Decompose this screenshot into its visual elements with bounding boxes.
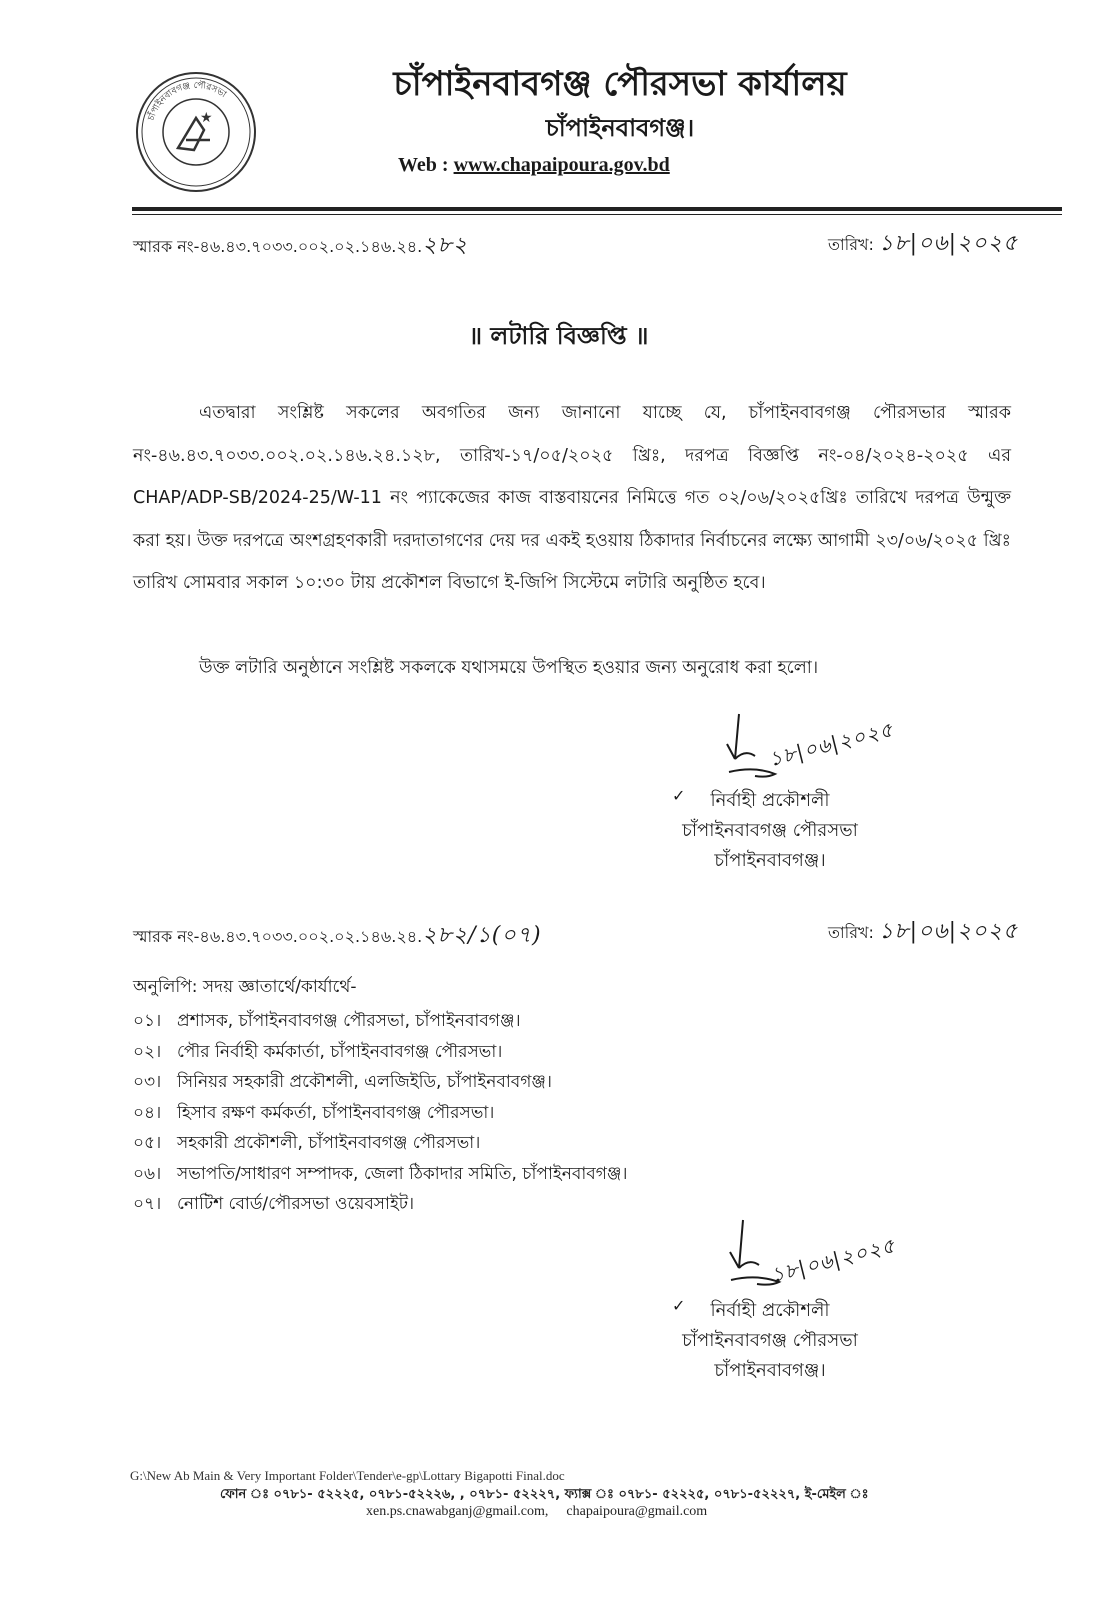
signatory-place: চাঁপাইনবাবগঞ্জ।: [714, 850, 826, 871]
list-item: [133, 1098, 627, 1129]
cc-item-number: ০৪।: [133, 1102, 162, 1123]
cc-item-text: সভাপতি/সাধারণ সম্পাদক, জেলা ঠিকাদার সমিতি, চাঁপাইনবাবগঞ্জ।: [177, 1163, 628, 1184]
list-item: [133, 1037, 627, 1068]
copy-memo-ref-handwritten: ২৮২/১(০৭): [422, 923, 542, 948]
copy-memo-date-label: তারিখ:: [828, 923, 874, 942]
memo-date-label: তারিখ:: [828, 235, 874, 254]
cc-item-number: ০৩।: [133, 1072, 162, 1092]
cc-item-text: সিনিয়র সহকারী প্রকৌশলী, এলজিইডি, চাঁপাইনবাবগঞ্জ।: [177, 1072, 553, 1092]
web-label: Web :: [398, 154, 449, 176]
header-rule-thin: [132, 214, 1062, 215]
footer-emails: [366, 1504, 707, 1520]
office-title: চাঁপাইনবাবগঞ্জ পৌরসভা কার্যালয়: [393, 64, 847, 104]
list-item: [133, 1189, 627, 1220]
cc-item-text: পৌর নির্বাহী কর্মকার্তা, চাঁপাইনবাবগঞ্জ পৌরসভা।: [177, 1041, 503, 1062]
signatory-designation: নির্বাহী প্রকৌশলী: [710, 790, 830, 811]
list-item: [133, 1067, 627, 1098]
signatory-office: চাঁপাইনবাবগঞ্জ পৌরসভা: [682, 820, 858, 841]
cc-item-number: ০৬।: [133, 1163, 162, 1184]
copy-memo-date-handwritten: ১৮|০৬|২০২৫: [879, 919, 1019, 944]
copy-signature-date-handwritten: ১৮|০৬|২০২৫: [768, 1233, 898, 1288]
cc-item-text: নোটিশ বোর্ড/পৌরসভা ওয়েবসাইট।: [177, 1194, 415, 1214]
copy-memo-date: [828, 914, 1018, 951]
list-item: [133, 1159, 627, 1190]
cc-title: অনুলিপি: সদয় জ্ঞাতার্থে/কার্যার্থে-: [133, 977, 357, 997]
cc-item-number: ০৫।: [133, 1133, 162, 1153]
footer-file-path: G:\New Ab Main & Very Important Folder\Tender\e-gp\Lottary Bigapotti Final.doc: [130, 1468, 565, 1483]
memo-reference: [133, 228, 468, 265]
copy-memo-ref-prefix: স্মারক নং-৪৬.৪৩.৭০৩৩.০০২.০২.১৪৬.২৪.: [133, 927, 423, 946]
cc-item-text: সহকারী প্রকৌশলী, চাঁপাইনবাবগঞ্জ পৌরসভা।: [177, 1133, 481, 1153]
svg-text:চাঁপাইনবাবগঞ্জ পৌরসভা: চাঁপাইনবাবগঞ্জ পৌরসভা: [146, 80, 228, 123]
footer-email-primary[interactable]: xen.ps.cnawabganj@gmail.com,: [366, 1504, 549, 1519]
cc-item-number: ০২।: [133, 1041, 162, 1062]
header-rule-thick: [132, 207, 1062, 211]
website-line: [398, 154, 670, 177]
copy-signatory-designation: নির্বাহী প্রকৌশলী: [710, 1300, 830, 1321]
copy-signatory-place: চাঁপাইনবাবগঞ্জ।: [714, 1360, 826, 1381]
memo-ref-prefix: স্মারক নং-৪৬.৪৩.৭০৩৩.০০২.০২.১৪৬.২৪.: [133, 237, 423, 256]
memo-ref-handwritten: ২৮২: [422, 233, 469, 258]
website-link[interactable]: www.chapaipoura.gov.bd: [453, 154, 670, 176]
copy-memo-reference: [133, 918, 542, 955]
cc-item-text: হিসাব রক্ষণ কর্মকর্তা, চাঁপাইনবাবগঞ্জ পৌরসভা।: [177, 1102, 495, 1123]
svg-text:★: ★: [200, 110, 213, 126]
signature-date-handwritten: ১৮|০৬|২০২৫: [766, 717, 896, 772]
municipality-seal: [134, 70, 258, 194]
footer-contact: ফোন ঃ ০৭৮১- ৫২২২৫, ০৭৮১-৫২২২৬, , ০৭৮১- ৫২২২৭, ফ্যাক্স ঃ ০৭৮১- ৫২২২৫, ০৭৮১-৫২২২৭, ই-মেইল ঃ: [220, 1487, 869, 1502]
list-item: [133, 1006, 627, 1037]
notice-request: উক্ত লটারি অনুষ্ঠানে সংশ্লিষ্ট সকলকে যথাসময়ে উপস্থিত হওয়ার জন্য অনুরোধ করা হলো।: [199, 658, 819, 678]
tick-mark-icon: ✓: [672, 786, 686, 805]
cc-item-text: প্রশাসক, চাঁপাইনবাবগঞ্জ পৌরসভা, চাঁপাইনবাবগঞ্জ।: [177, 1011, 521, 1031]
office-location: চাঁপাইনবাবগঞ্জ।: [545, 114, 695, 142]
cc-list: [133, 1006, 627, 1220]
cc-item-number: ০৭।: [133, 1194, 162, 1214]
memo-date: [828, 226, 1018, 263]
cc-item-number: ০১।: [133, 1011, 162, 1031]
copy-signatory-office: চাঁপাইনবাবগঞ্জ পৌরসভা: [682, 1330, 858, 1351]
memo-date-handwritten: ১৮|০৬|২০২৫: [879, 231, 1019, 256]
notice-heading: ॥ লটারি বিজ্ঞপ্তি ॥: [468, 322, 649, 350]
list-item: [133, 1128, 627, 1159]
notice-body: এতদ্বারা সংশ্লিষ্ট সকলের অবগতির জন্য জানানো যাচ্ছে যে, চাঁপাইনবাবগঞ্জ পৌরসভার স্মারক নং-৪৬.৪৩.৭০৩৩.০০২.০২.১৪৬.২৪.১২৮, তারিখ-১৭/০৫/২০২৫ খ্রিঃ, দরপত্র বিজ্ঞপ্তি নং-০৪/২০২৪-২০২৫ এর CHAP/ADP-SB/2024-25/W-11 নং প্যাকেজের কাজ বাস্তবায়নের নিমিত্তে গত ০২/০৬/২০২৫খ্রিঃ তারিখে দরপত্র উন্মুক্ত করা হয়। উক্ত দরপত্রে অংশগ্রহণকারী দরদাতাগণের দেয় দর একই হওয়ায় ঠিকাদার নির্বাচনের লক্ষ্যে আগামী ২৩/০৬/২০২৫ খ্রিঃ তারিখ সোমবার সকাল ১০:৩০ টায় প্রকৌশল বিভাগে ই-জিপি সিস্টেমে লটারি অনুষ্ঠিত হবে।: [133, 403, 1011, 593]
footer-email-secondary[interactable]: chapaipoura@gmail.com: [566, 1504, 708, 1519]
copy-tick-mark-icon: ✓: [672, 1296, 686, 1315]
